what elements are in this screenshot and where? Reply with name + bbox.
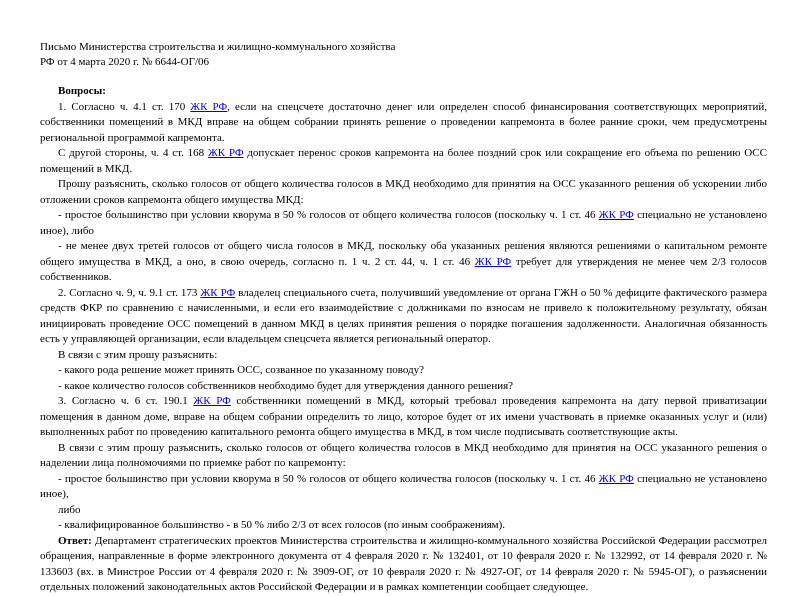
option-simple-majority	[40, 208, 767, 239]
question-2-item-2: - какое количество голосов собственников необходимо будет для утверждения данного решения?	[58, 379, 514, 392]
text-segment: допускает перенос сроков капремонта на более поздний срок или сокращение его объема по решению ОСС помещений в МКД.	[40, 147, 767, 175]
question-1-counterpoint	[40, 146, 767, 177]
option-qualified-majority: - квалифицированное большинство - в 50 % либо 2/3 от всех голосов (по иным соображениям).	[58, 519, 506, 531]
document-title: Письмо Министерства строительства и жилищно-коммунального хозяйства РФ от 4 марта 2020 г. № 6644-ОГ/06	[40, 41, 396, 68]
option-two-thirds	[40, 239, 767, 286]
text-segment: собственники помещений в МКД, который требовал проведения капремонта на дату первой приватизации помещения в данном доме, вправе на общем собрании определить то лицо, которое будет от их имени участвовать в приемке оказанных услуг и (или) выполненных работ по проведению капитального ремонта общего имущества в МКД, в том числе подписывать соответствующие акты.	[40, 395, 767, 438]
zhk-rf-link[interactable]: ЖК РФ	[598, 209, 634, 221]
zhk-rf-link[interactable]: ЖК РФ	[207, 147, 244, 159]
question-2-item-1: - какого рода решение может принять ОСС, созванное по указанному поводу?	[58, 364, 424, 376]
text-segment: 1. Согласно ч. 4.1 ст. 170	[58, 100, 191, 113]
zhk-rf-link[interactable]: ЖК РФ	[200, 286, 236, 299]
question-1-request: Прошу разъяснить, сколько голосов от общего количества голосов в МКД необходимо для принятия на ОСС указанного решения об ускорении либо отложении сроков капремонта общего имущества МКД:	[40, 178, 767, 206]
text-segment: 3. Согласно ч. 6 ст. 190.1	[58, 395, 194, 407]
answer-paragraph	[40, 534, 767, 596]
text-segment: специально не установлено иное), либо	[40, 209, 768, 237]
text-segment: , если на спецсчете достаточно денег или определен способ финансирования соответствующих мероприятий, собственники помещений в МКД вправе на общем собрании принять решение о проведении капремонта в более ранние сроки, чем предусмотрены региональной программой капремонта.	[40, 100, 767, 144]
zhk-rf-link[interactable]: ЖК РФ	[193, 395, 231, 407]
question-2-paragraph	[40, 286, 767, 348]
zhk-rf-link[interactable]: ЖК РФ	[598, 472, 634, 485]
answer-label: Ответ:	[58, 534, 92, 547]
text-segment: требует для утверждения не менее чем 2/3 голосов собственников.	[40, 255, 767, 283]
zhk-rf-link[interactable]: ЖК РФ	[474, 255, 512, 268]
option-simple-majority-2	[40, 472, 767, 503]
text-segment: С другой стороны, ч. 4 ст. 168	[58, 147, 208, 159]
zhk-rf-link[interactable]: ЖК РФ	[190, 100, 228, 113]
letter-page	[40, 40, 767, 596]
text-segment: - не менее двух третей голосов от общего числа голосов в МКД, поскольку оба указанных решения являются решениями о капитальном ремонте общего имущества в МКД, а оно, в свою очередь, согласно п. 1 ч. 2 ст. 44, ч. 1 ст. 46	[40, 240, 767, 268]
text-segment: 2. Согласно ч. 9, ч. 9.1 ст. 173	[58, 286, 201, 299]
answer-text: Департамент стратегических проектов Министерства строительства и жилищно-коммунального хозяйства Российской Федерации рассмотрел обращения, направленные в форме электронного документа от 4 февраля 2020 г. № 132401, от 10 февраля 2020 г. № 132992, от 14 февраля 2020 г. № 133603 (вх. в Минстрое России от 4 февраля 2020 г. № 3909-ОГ, от 10 февраля 2020 г. № 4927-ОГ, от 14 февраля 2020 г. № 5945-ОГ), о разъяснении отдельных положений законодательных актов Российской Федерации и в рамках компетенции сообщает следующее.	[40, 534, 767, 593]
questions-heading: Вопросы:	[58, 85, 106, 97]
text-segment: - простое большинство при условии кворума в 50 % голосов от общего количества голосов (поскольку ч. 1 ст. 46	[58, 209, 599, 221]
text-segment: специально не установлено иное),	[40, 472, 768, 500]
question-3-request: В связи с этим прошу разъяснить, сколько голосов от общего количества голосов в МКД необходимо для принятия на ОСС указанного решения о наделении лица полномочиями по приемке работ по капремонту:	[40, 441, 767, 469]
text-segment: владелец специального счета, получивший уведомление от органа ГЖН о 50 % дефиците фактического размера средств ФКР по сравнению с начисленными, и если его взаимодействие с должниками по взносам не привело к положительному результату, обязан инициировать проведение ОСС помещений в данном МКД в целях принятия решения о порядке погашения задолженности. Аналогичная обязанность есть у управляющей организации, если владельцем спецсчета является региональный оператор.	[40, 286, 767, 345]
option-or: либо	[58, 503, 81, 516]
question-3-paragraph	[40, 394, 767, 441]
question-2-request: В связи с этим прошу разъяснить:	[58, 348, 218, 361]
question-1-paragraph	[40, 100, 767, 147]
text-segment: - простое большинство при условии кворума в 50 % голосов от общего количества голосов (поскольку ч. 1 ст. 46	[58, 472, 599, 485]
